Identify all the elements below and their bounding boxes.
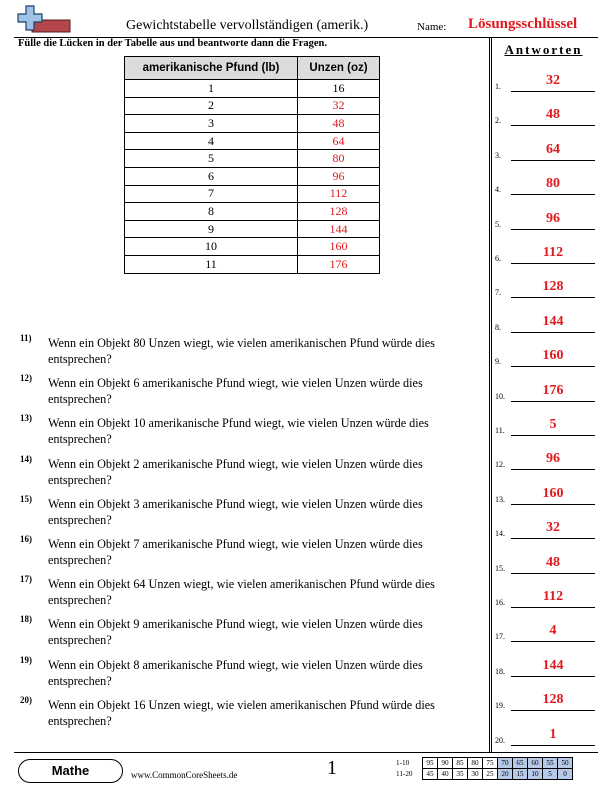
answer-row bbox=[495, 659, 595, 677]
score-cell: 5 bbox=[543, 769, 558, 780]
pounds-cell: 2 bbox=[125, 97, 298, 115]
answer-value: 32 bbox=[546, 520, 560, 536]
answer-row bbox=[495, 728, 595, 746]
answer-number: 10. bbox=[495, 391, 505, 401]
answer-line bbox=[511, 160, 595, 161]
name-label: Name: bbox=[417, 21, 447, 33]
table-row bbox=[125, 115, 380, 133]
ounces-cell: 96 bbox=[298, 167, 380, 185]
answer-value: 48 bbox=[546, 107, 560, 123]
score-cell: 95 bbox=[423, 758, 438, 769]
table-row bbox=[125, 167, 380, 185]
answer-value: 96 bbox=[546, 210, 560, 226]
answer-value: 112 bbox=[542, 245, 564, 260]
answer-row bbox=[495, 143, 595, 161]
answer-line bbox=[511, 194, 595, 195]
answer-value: 160 bbox=[542, 348, 564, 364]
answer-number: 6. bbox=[495, 254, 501, 263]
answer-line bbox=[511, 435, 595, 436]
answer-value: 64 bbox=[546, 141, 560, 157]
question-number: 18) bbox=[20, 614, 32, 625]
score-cell: 30 bbox=[468, 769, 483, 780]
answer-row bbox=[495, 280, 595, 298]
answer-line bbox=[511, 229, 595, 230]
score-cell: 15 bbox=[513, 769, 528, 780]
ounces-cell: 176 bbox=[298, 255, 380, 273]
table-row bbox=[125, 220, 380, 238]
score-cell: 10 bbox=[528, 769, 543, 780]
ounces-cell: 128 bbox=[298, 203, 380, 221]
answer-number: 12. bbox=[495, 460, 505, 470]
score-cell: 35 bbox=[453, 769, 468, 780]
answer-key-title: Lösungsschlüssel bbox=[468, 16, 578, 32]
answer-row bbox=[495, 418, 595, 436]
answer-number: 19. bbox=[495, 701, 505, 711]
score-cell: 40 bbox=[438, 769, 453, 780]
pounds-cell: 11 bbox=[125, 255, 298, 273]
table-row bbox=[125, 80, 380, 98]
score-row-label: 11-20 bbox=[396, 770, 413, 778]
answer-line bbox=[511, 504, 595, 505]
answer-line bbox=[511, 745, 595, 746]
question-text: Wenn ein Objekt 10 amerikanische Pfund wiegt, wie vielen Unzen würde dies entsprechen? bbox=[48, 416, 429, 447]
question-number: 11) bbox=[20, 333, 32, 343]
question-text: Wenn ein Objekt 80 Unzen wiegt, wie vielen amerikanischen Pfund würde dies entsprechen? bbox=[48, 336, 435, 366]
answer-value: 176 bbox=[542, 382, 564, 398]
weight-conversion-table bbox=[124, 56, 380, 274]
ounces-cell: 112 bbox=[298, 185, 380, 203]
logo-icon bbox=[16, 5, 74, 37]
answer-number: 16. bbox=[495, 598, 505, 607]
score-cell: 80 bbox=[468, 758, 483, 769]
score-cell: 0 bbox=[558, 769, 573, 780]
table-row bbox=[125, 185, 380, 203]
answer-value: 80 bbox=[546, 176, 560, 192]
ounces-cell: 48 bbox=[298, 115, 380, 133]
answer-value: 1 bbox=[549, 726, 557, 742]
score-cell: 20 bbox=[498, 769, 513, 780]
answer-line bbox=[511, 607, 595, 608]
table-row bbox=[125, 255, 380, 273]
answer-row bbox=[495, 74, 595, 92]
answer-row bbox=[495, 693, 595, 711]
answer-value: 144 bbox=[542, 313, 564, 329]
answer-number: 5. bbox=[495, 219, 501, 229]
pounds-cell: 7 bbox=[125, 185, 298, 203]
answer-value: 160 bbox=[542, 485, 564, 501]
score-cell: 45 bbox=[423, 769, 438, 780]
pounds-cell: 4 bbox=[125, 132, 298, 150]
answer-value: 144 bbox=[542, 657, 564, 673]
answer-line bbox=[511, 263, 595, 264]
answer-row bbox=[495, 556, 595, 574]
score-cell: 70 bbox=[498, 758, 513, 769]
answer-value: 5 bbox=[549, 417, 557, 432]
question-number: 14) bbox=[20, 453, 32, 464]
question-number: 19) bbox=[20, 654, 32, 665]
table-row bbox=[125, 132, 380, 150]
answer-row bbox=[495, 452, 595, 470]
question-text: Wenn ein Objekt 64 Unzen wiegt, wie vielen amerikanischen Pfund würde dies entsprechen? bbox=[48, 577, 435, 608]
score-cell: 60 bbox=[528, 758, 543, 769]
answer-value: 128 bbox=[542, 279, 564, 295]
question-number: 12) bbox=[20, 373, 32, 384]
answer-number: 11. bbox=[495, 426, 505, 435]
question-text: Wenn ein Objekt 6 amerikanische Pfund wiegt, wie vielen Unzen würde dies entsprechen? bbox=[48, 376, 423, 407]
score-cell: 25 bbox=[483, 769, 498, 780]
answer-line bbox=[511, 332, 595, 333]
ounces-cell: 144 bbox=[298, 220, 380, 238]
answer-row bbox=[495, 246, 595, 264]
answer-line bbox=[511, 297, 595, 298]
table-header-pounds: amerikanische Pfund (lb) bbox=[125, 57, 298, 80]
table-row bbox=[125, 150, 380, 168]
question-number: 17) bbox=[20, 574, 32, 585]
answer-number: 2. bbox=[495, 116, 501, 126]
answer-row bbox=[495, 349, 595, 367]
answer-number: 8. bbox=[495, 322, 501, 332]
score-row bbox=[396, 769, 573, 780]
page-number: 1 bbox=[327, 757, 337, 779]
ounces-cell: 160 bbox=[298, 238, 380, 256]
pounds-cell: 5 bbox=[125, 150, 298, 168]
answer-number: 1. bbox=[495, 82, 501, 91]
question-text: Wenn ein Objekt 9 amerikanische Pfund wiegt, wie vielen Unzen würde dies entsprechen? bbox=[48, 617, 423, 648]
answer-line bbox=[511, 710, 595, 711]
answer-number: 14. bbox=[495, 529, 505, 539]
footer-divider bbox=[14, 752, 598, 753]
answer-number: 7. bbox=[495, 288, 501, 298]
question-number: 20) bbox=[20, 694, 32, 705]
worksheet-title: Gewichtstabelle vervollständigen (amerik.) bbox=[126, 18, 369, 33]
question-number: 16) bbox=[20, 534, 32, 544]
answer-value: 112 bbox=[542, 589, 564, 604]
table-row bbox=[125, 203, 380, 221]
answer-line bbox=[511, 366, 595, 367]
answer-row bbox=[495, 521, 595, 539]
answer-number: 15. bbox=[495, 563, 505, 573]
ounces-cell: 16 bbox=[298, 80, 380, 98]
score-row-label: 1-10 bbox=[396, 759, 410, 767]
table-header-ounces: Unzen (oz) bbox=[298, 57, 380, 80]
score-row bbox=[396, 758, 573, 769]
answer-row bbox=[495, 315, 595, 333]
answer-row bbox=[495, 177, 595, 195]
pounds-cell: 3 bbox=[125, 115, 298, 133]
table-row bbox=[125, 97, 380, 115]
score-cell: 85 bbox=[453, 758, 468, 769]
answer-number: 20. bbox=[495, 735, 505, 745]
question-text: Wenn ein Objekt 16 Unzen wiegt, wie vielen amerikanischen Pfund würde dies entsprechen? bbox=[48, 697, 435, 728]
score-cell: 65 bbox=[513, 758, 528, 769]
pounds-cell: 1 bbox=[125, 80, 298, 98]
answer-number: 18. bbox=[495, 666, 505, 676]
answer-number: 3. bbox=[495, 150, 501, 160]
pounds-cell: 10 bbox=[125, 238, 298, 256]
answer-line bbox=[511, 91, 595, 92]
score-cell: 90 bbox=[438, 758, 453, 769]
instruction-text: Fülle die Lücken in der Tabelle aus und beantworte dann die Fragen. bbox=[18, 38, 328, 49]
answer-number: 4. bbox=[495, 185, 501, 195]
answer-value: 96 bbox=[546, 451, 560, 467]
answer-line bbox=[511, 125, 595, 126]
answer-value: 4 bbox=[549, 623, 557, 639]
table-row bbox=[125, 238, 380, 256]
answer-line bbox=[511, 401, 595, 402]
question-text: Wenn ein Objekt 3 amerikanische Pfund wiegt, wie vielen Unzen würde dies entsprechen? bbox=[48, 496, 423, 527]
ounces-cell: 80 bbox=[298, 150, 380, 168]
question-number: 13) bbox=[20, 413, 32, 424]
score-cell: 50 bbox=[558, 758, 573, 769]
answer-row bbox=[495, 384, 595, 402]
answer-row bbox=[495, 590, 595, 608]
answer-row bbox=[495, 624, 595, 642]
answer-line bbox=[511, 641, 595, 642]
question-text: Wenn ein Objekt 2 amerikanische Pfund wiegt, wie vielen Unzen würde dies entsprechen? bbox=[48, 456, 423, 487]
pounds-cell: 6 bbox=[125, 167, 298, 185]
score-cell: 55 bbox=[543, 758, 558, 769]
ounces-cell: 32 bbox=[298, 97, 380, 115]
score-table bbox=[396, 757, 573, 780]
answer-line bbox=[511, 676, 595, 677]
question-number: 15) bbox=[20, 493, 32, 504]
answers-heading: Antworten bbox=[504, 42, 583, 57]
question-text: Wenn ein Objekt 8 amerikanische Pfund wiegt, wie vielen Unzen würde dies entsprechen? bbox=[48, 657, 423, 688]
pounds-cell: 8 bbox=[125, 203, 298, 221]
question-text: Wenn ein Objekt 7 amerikanische Pfund wiegt, wie vielen Unzen würde dies entsprechen? bbox=[48, 537, 423, 567]
answer-line bbox=[511, 538, 595, 539]
score-cell: 75 bbox=[483, 758, 498, 769]
pounds-cell: 9 bbox=[125, 220, 298, 238]
answer-number: 17. bbox=[495, 632, 505, 642]
answer-row bbox=[495, 487, 595, 505]
ounces-cell: 64 bbox=[298, 132, 380, 150]
answer-row bbox=[495, 212, 595, 230]
answer-line bbox=[511, 573, 595, 574]
answer-number: 9. bbox=[495, 357, 501, 367]
website-link[interactable]: www.CommonCoreSheets.de bbox=[131, 770, 238, 780]
answer-value: 128 bbox=[542, 692, 564, 708]
answer-value: 48 bbox=[546, 554, 560, 570]
subject-badge: Mathe bbox=[18, 759, 123, 783]
answer-row bbox=[495, 108, 595, 126]
answer-number: 13. bbox=[495, 494, 505, 504]
answer-line bbox=[511, 469, 595, 470]
answer-value: 32 bbox=[546, 73, 560, 88]
